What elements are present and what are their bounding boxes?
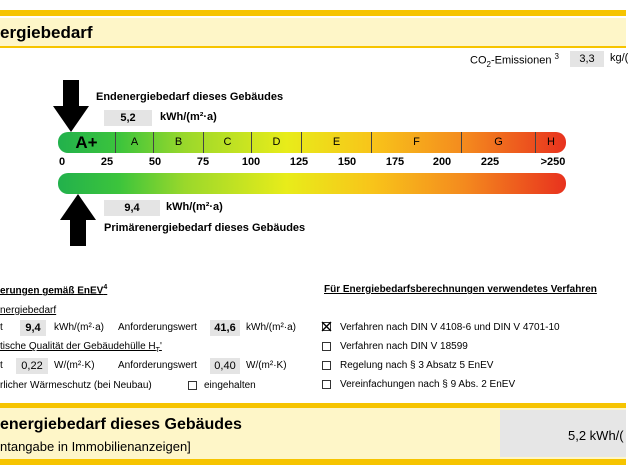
vereinfachungen-checkbox[interactable] (322, 380, 331, 389)
top-rule (0, 10, 626, 16)
ist-value: 9,4 (20, 320, 46, 336)
energy-scale-bar (58, 132, 566, 153)
class-h: H (547, 136, 555, 148)
ht-marker: t (0, 360, 3, 371)
verfahren-4108-label: Verfahren nach DIN V 4108-6 und DIN V 4701-10 (340, 322, 560, 333)
co2-value: 3,3 (570, 51, 604, 67)
class-a-plus: A+ (58, 132, 116, 153)
tick-125: 125 (289, 156, 309, 168)
primaer-label: Primärenergiebedarf dieses Gebäudes (104, 222, 306, 234)
primaer-unit: kWh/(m²·a) (166, 201, 223, 213)
primaer-arrow-icon (60, 194, 96, 246)
gebaeudehuelle-subtitle: tische Qualität der Gebäudehülle $H_T'$ (0, 341, 162, 354)
anforderungswert2-value: 0,40 (210, 358, 240, 374)
bottom-subtitle: ntangabe in Immobilienanzeigen] (0, 439, 191, 454)
endenergie-arrow-icon (53, 80, 89, 132)
tick-150: 150 (337, 156, 357, 168)
class-c: C (204, 132, 252, 153)
class-g: G (462, 132, 536, 153)
energiebedarf-subtitle: nergiebedarf (0, 305, 57, 316)
class-d: D (252, 132, 302, 153)
co2-label: $CO_2$-Emissionen $^3$ (470, 52, 559, 69)
class-f: F (372, 132, 462, 153)
primaer-value: 9,4 (104, 200, 160, 216)
tick-100: 100 (241, 156, 261, 168)
endenergie-value: 5,2 (104, 110, 152, 126)
regelung-label: Regelung nach § 3 Absatz 5 EnEV (340, 360, 494, 371)
co2-unit: kg/( (610, 52, 628, 64)
class-b: B (154, 132, 204, 153)
anforderungswert-label: Anforderungswert (118, 322, 197, 333)
regelung-checkbox[interactable] (322, 361, 331, 370)
anforderungen-title: erungen gemäß EnEV$^4$ (0, 284, 108, 297)
section-title: ergiebedarf (0, 23, 93, 42)
eingehalten-label: eingehalten (204, 380, 256, 391)
verfahren-4108-checkbox[interactable] (322, 322, 331, 331)
bottom-rule (0, 459, 626, 465)
tick-0: 0 (58, 156, 66, 168)
waermeschutz-label: rlicher Wärmeschutz (bei Neubau) (0, 380, 152, 391)
bottom-title: energiebedarf dieses Gebäudes (0, 416, 242, 433)
class-e: E (302, 132, 372, 153)
checkmark-x-icon (322, 322, 331, 331)
section-header (0, 18, 626, 46)
tick-250: >250 (540, 156, 566, 168)
eingehalten-checkbox[interactable] (188, 381, 197, 390)
anforderungswert2-unit: W/(m²·K) (246, 360, 287, 371)
anforderungswert-value: 41,6 (210, 320, 240, 336)
tick-25: 25 (100, 156, 114, 168)
tick-175: 175 (385, 156, 405, 168)
ist-unit: kWh/(m²·a) (54, 322, 104, 333)
ht-value: 0,22 (16, 358, 48, 374)
anforderungswert-unit: kWh/(m²·a) (246, 322, 296, 333)
class-a: A (116, 132, 154, 153)
vereinfachungen-label: Vereinfachungen nach § 9 Abs. 2 EnEV (340, 379, 516, 390)
tick-75: 75 (196, 156, 210, 168)
endenergie-label: Endenergiebedarf dieses Gebäudes (96, 91, 284, 103)
header-rule (0, 46, 626, 48)
tick-50: 50 (148, 156, 162, 168)
tick-200: 200 (432, 156, 452, 168)
endenergie-unit: kWh/(m²·a) (160, 111, 217, 123)
bottom-value: 5,2 kWh/( (568, 428, 624, 443)
primaer-scale-bar (58, 173, 566, 194)
anforderungswert2-label: Anforderungswert (118, 360, 197, 371)
tick-225: 225 (480, 156, 500, 168)
verfahren-title: Für Energiebedarfsberechnungen verwendetes Verfahren (324, 284, 597, 295)
verfahren-18599-label: Verfahren nach DIN V 18599 (340, 341, 468, 352)
verfahren-18599-checkbox[interactable] (322, 342, 331, 351)
ist-marker: t (0, 322, 3, 333)
ht-unit: W/(m²·K) (54, 360, 95, 371)
